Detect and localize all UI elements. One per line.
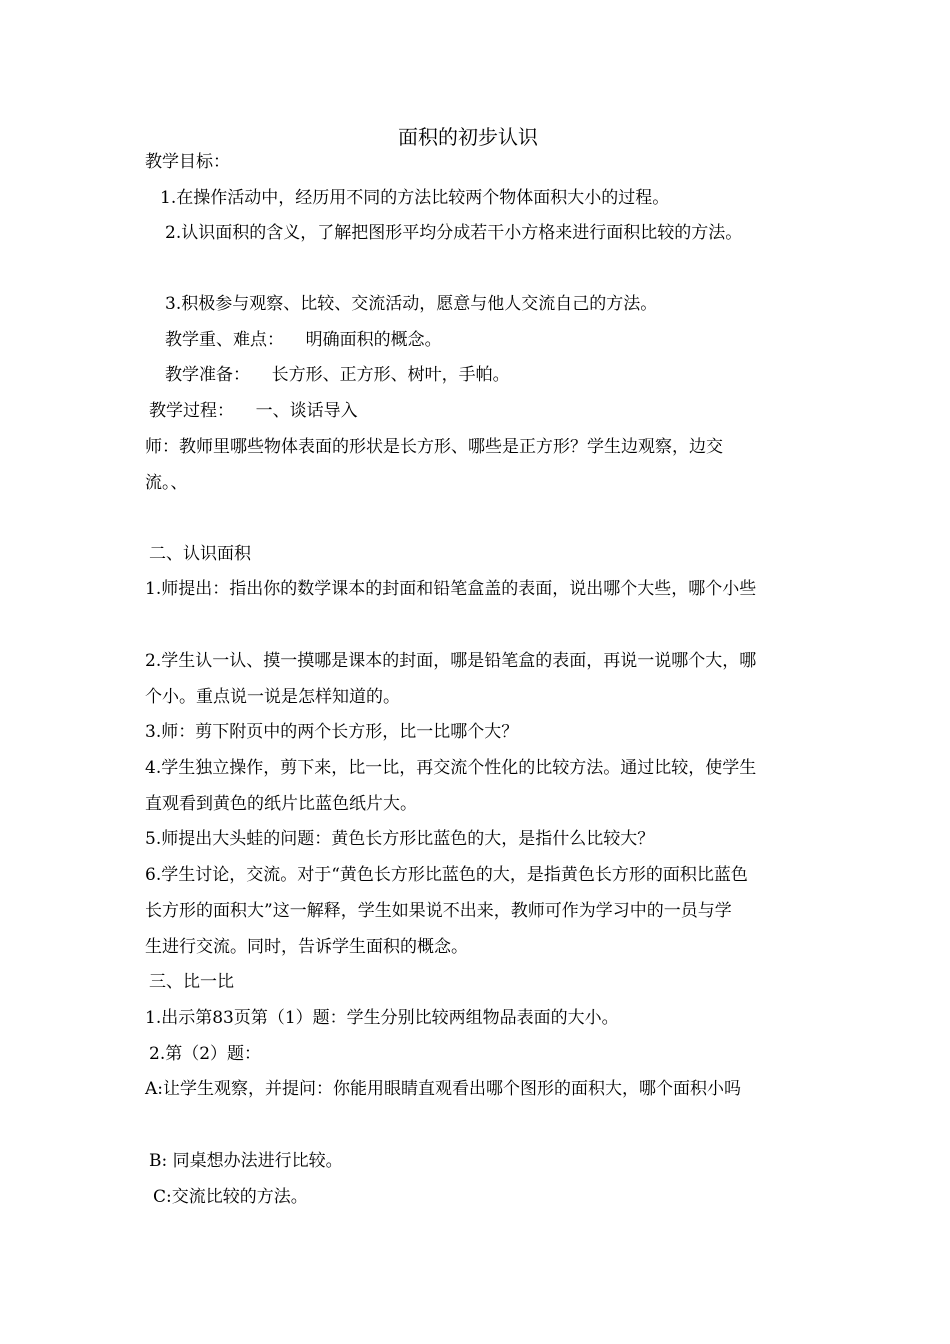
s2-item-4-line-1: 4.学生独立操作，剪下来，比一比，再交流个性化的比较方法。通过比较，使学生	[145, 758, 757, 778]
s2-item-5: 5.师提出大头蛙的问题：黄色长方形比蓝色的大，是指什么比较大？	[145, 829, 655, 849]
s2-item-2-line-1: 2.学生认一认、摸一摸哪是课本的封面，哪是铅笔盒的表面，再说一说哪个大，哪	[145, 651, 757, 671]
intro-line-2: 流。、	[145, 473, 188, 493]
s2-item-3: 3.师：剪下附页中的两个长方形，比一比哪个大？	[145, 722, 519, 742]
section-2-heading: 二、认识面积	[149, 544, 251, 564]
goal-3: 3.积极参与观察、比较、交流活动，愿意与他人交流自己的方法。	[165, 294, 658, 314]
s2-item-6-line-3: 生进行交流。同时，告诉学生面积的概念。	[145, 937, 468, 957]
goals-heading: 教学目标：	[145, 152, 230, 172]
goal-2: 2.认识面积的含义，了解把图形平均分成若干小方格来进行面积比较的方法。	[165, 223, 743, 243]
s2-item-4-line-2: 直观看到黄色的纸片比蓝色纸片大。	[145, 794, 417, 814]
s3-item-a: A:让学生观察，并提问：你能用眼睛直观看出哪个图形的面积大，哪个面积小吗	[145, 1079, 742, 1099]
intro-line-1: 师：教师里哪些物体表面的形状是长方形、哪些是正方形？学生边观察，边交	[145, 437, 723, 457]
s2-item-1: 1.师提出：指出你的数学课本的封面和铅笔盒盖的表面，说出哪个大些，哪个小些	[145, 579, 757, 599]
s2-item-2-line-2: 个小。重点说一说是怎样知道的。	[145, 687, 400, 707]
process-heading: 教学过程： 一、谈话导入	[149, 401, 358, 421]
s2-item-6-line-2: 长方形的面积大”这一解释，学生如果说不出来，教师可作为学习中的一员与学	[145, 901, 732, 921]
goal-1: 1.在操作活动中，经历用不同的方法比较两个物体面积大小的过程。	[160, 188, 670, 208]
s3-item-c: C:交流比较的方法。	[153, 1187, 308, 1207]
section-3-heading: 三、比一比	[149, 972, 234, 992]
page-title: 面积的初步认识	[398, 125, 538, 149]
s3-item-1: 1.出示第83页第（1）题：学生分别比较两组物品表面的大小。	[145, 1008, 619, 1028]
s3-item-b: B: 同桌想办法进行比较。	[149, 1151, 343, 1171]
preparation: 教学准备： 长方形、正方形、树叶，手帕。	[165, 365, 510, 385]
s3-item-2: 2.第（2）题：	[149, 1044, 262, 1064]
s2-item-6-line-1: 6.学生讨论，交流。对于“黄色长方形比蓝色的大，是指黄色长方形的面积比蓝色	[145, 865, 748, 885]
key-points: 教学重、难点： 明确面积的概念。	[165, 330, 442, 350]
